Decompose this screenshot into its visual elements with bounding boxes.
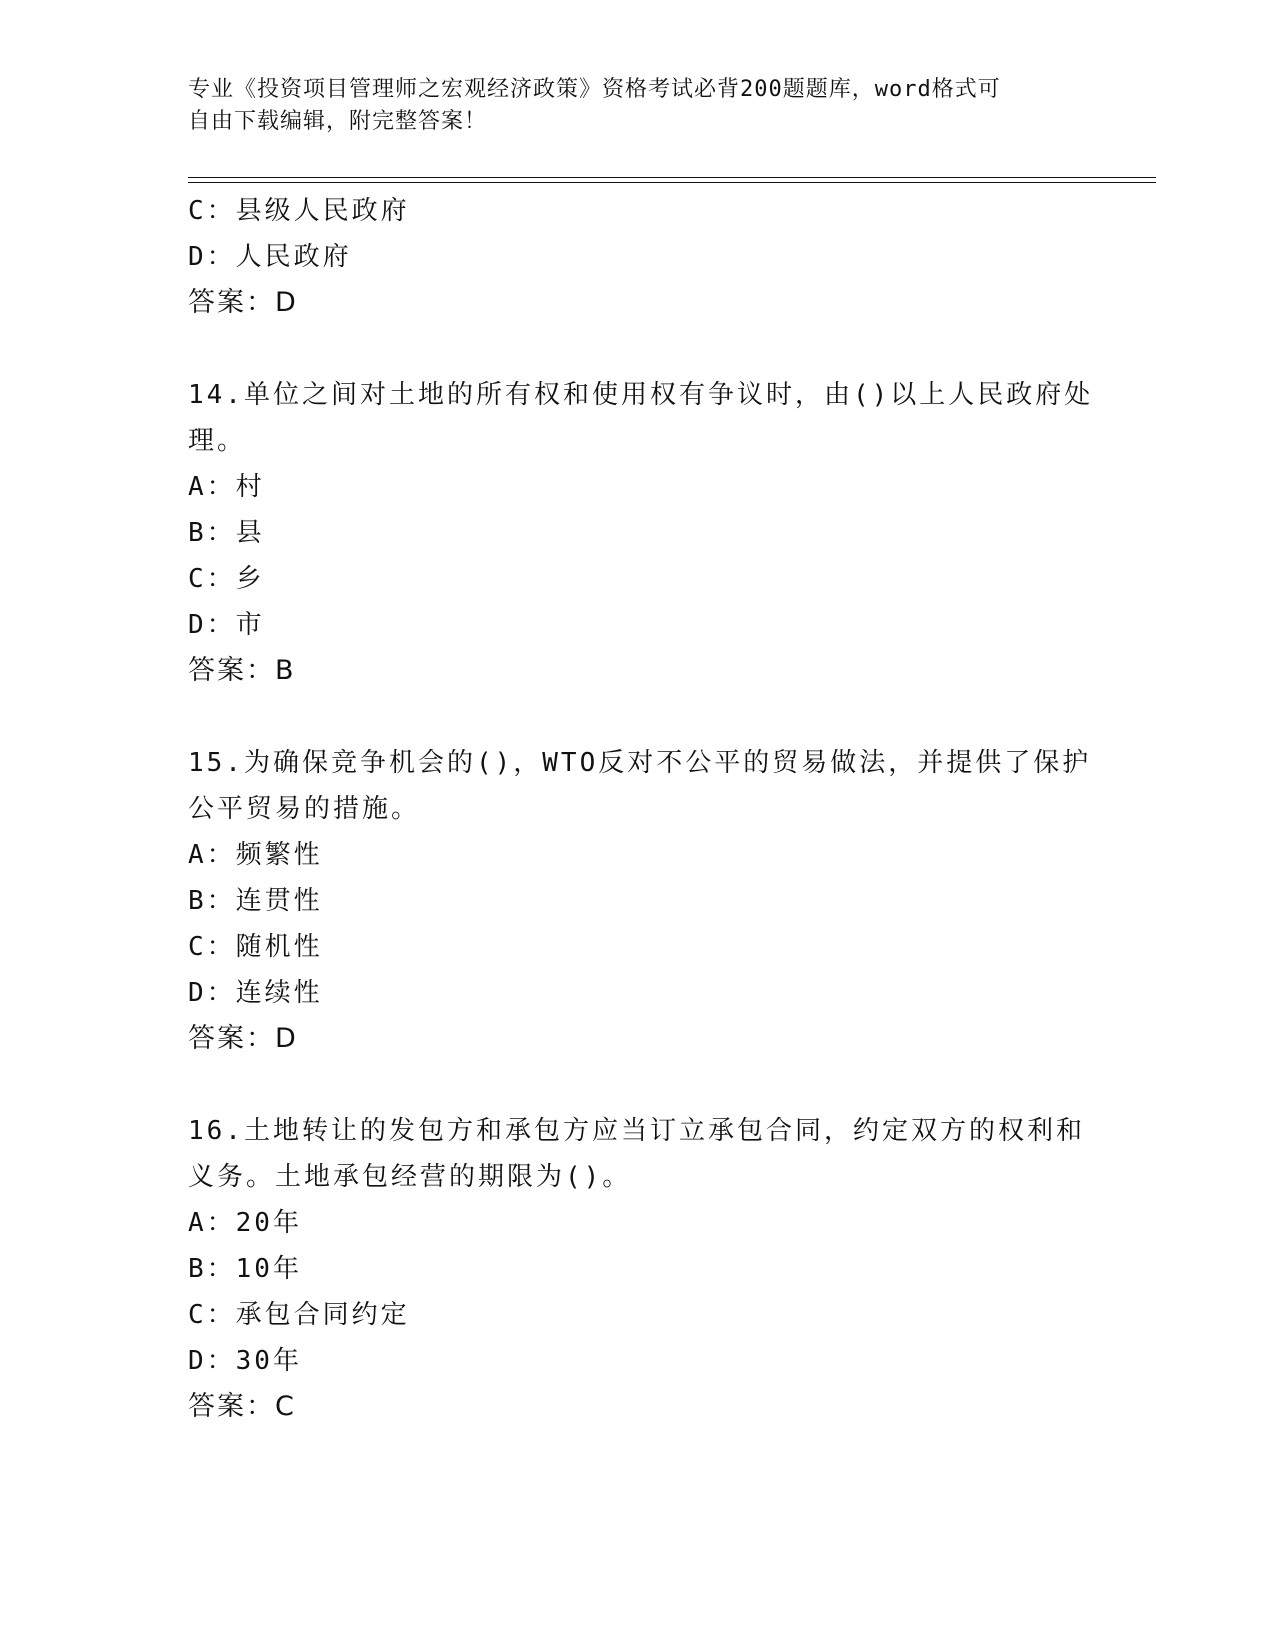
question-stem-line-1: 16.土地转让的发包方和承包方应当订立承包合同，约定双方的权利和: [188, 1116, 1085, 1146]
header-divider-bottom: [188, 182, 1156, 183]
spacer: [188, 326, 1088, 372]
option-b: B：连贯性: [188, 886, 323, 916]
spacer: [188, 694, 1088, 740]
option-b: B：县: [188, 518, 265, 548]
option-c: C：县级人民政府: [188, 196, 410, 226]
option-a: A：20年: [188, 1208, 302, 1238]
option-d: D：市: [188, 610, 265, 640]
question-14: [188, 372, 1094, 694]
question-stem-line-1: 15.为确保竞争机会的()，WTO反对不公平的贸易做法，并提供了保护: [188, 748, 1092, 778]
question-content: [188, 188, 1094, 1430]
option-c: C：随机性: [188, 932, 323, 962]
question-stem-line-2: 公平贸易的措施。: [188, 794, 421, 824]
header-line-1: 专业《投资项目管理师之宏观经济政策》资格考试必背200题题库，word格式可: [188, 77, 1001, 102]
answer-line: 答案：D: [188, 287, 298, 318]
question-stem-line-2: 理。: [188, 426, 247, 456]
option-a: A：村: [188, 472, 265, 502]
document-header: [188, 74, 1088, 138]
question-15: [188, 740, 1092, 1062]
option-b: B：10年: [188, 1254, 302, 1284]
previous-question-tail: [188, 188, 1088, 326]
answer-line: 答案：C: [188, 1391, 296, 1422]
spacer: [188, 1062, 1088, 1108]
question-stem-line-2: 义务。土地承包经营的期限为()。: [188, 1162, 632, 1192]
option-a: A：频繁性: [188, 840, 323, 870]
question-stem-line-1: 14.单位之间对土地的所有权和使用权有争议时，由()以上人民政府处: [188, 380, 1094, 410]
answer-line: 答案：B: [188, 655, 296, 686]
answer-line: 答案：D: [188, 1023, 298, 1054]
option-d: D：人民政府: [188, 242, 352, 272]
question-16: [188, 1108, 1088, 1430]
option-d: D：30年: [188, 1346, 302, 1376]
option-c: C：乡: [188, 564, 265, 594]
option-c: C：承包合同约定: [188, 1300, 410, 1330]
header-divider-top: [188, 177, 1156, 178]
option-d: D：连续性: [188, 978, 323, 1008]
header-line-2: 自由下载编辑，附完整答案！: [188, 109, 488, 134]
